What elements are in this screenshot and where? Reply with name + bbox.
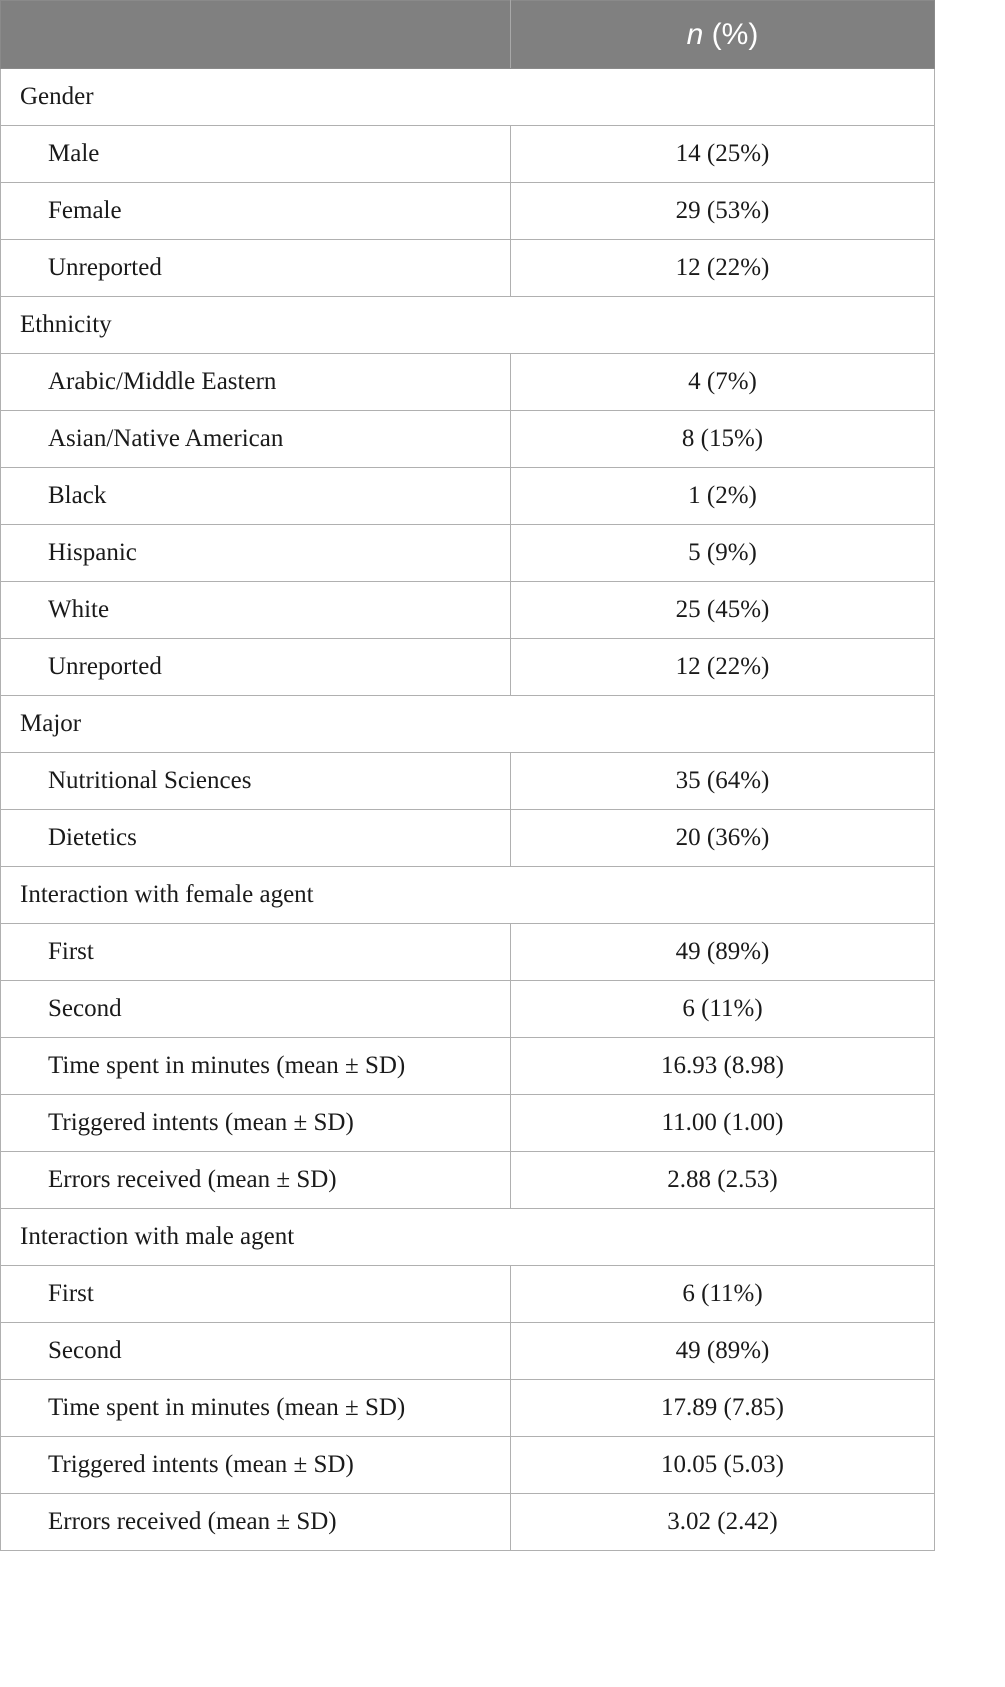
row-value: 6 (11%) [511, 1266, 935, 1323]
table-row [1, 924, 935, 981]
row-label: Female [1, 183, 511, 240]
section-heading: Interaction with male agent [1, 1209, 935, 1266]
row-label: Unreported [1, 240, 511, 297]
row-value: 5 (9%) [511, 525, 935, 582]
table-row [1, 126, 935, 183]
row-label: Male [1, 126, 511, 183]
table-row [1, 240, 935, 297]
table-row [1, 1437, 935, 1494]
row-label: Dietetics [1, 810, 511, 867]
table-row [1, 1038, 935, 1095]
row-value: 35 (64%) [511, 753, 935, 810]
section-row [1, 297, 935, 354]
row-label: Time spent in minutes (mean ± SD) [1, 1380, 511, 1437]
row-label: Hispanic [1, 525, 511, 582]
header-n-symbol: n [686, 17, 704, 51]
header-cell-count [511, 1, 935, 69]
row-label: Unreported [1, 639, 511, 696]
row-value: 11.00 (1.00) [511, 1095, 935, 1152]
row-value: 10.05 (5.03) [511, 1437, 935, 1494]
row-value: 12 (22%) [511, 639, 935, 696]
table-row [1, 981, 935, 1038]
table-row [1, 1323, 935, 1380]
header-row [1, 1, 935, 69]
row-label: Asian/Native American [1, 411, 511, 468]
row-value: 2.88 (2.53) [511, 1152, 935, 1209]
header-percent-label: (%) [703, 17, 759, 51]
row-value: 14 (25%) [511, 126, 935, 183]
row-value: 29 (53%) [511, 183, 935, 240]
table-row [1, 354, 935, 411]
row-value: 8 (15%) [511, 411, 935, 468]
table-row [1, 1380, 935, 1437]
row-label: Second [1, 981, 511, 1038]
row-label: Black [1, 468, 511, 525]
row-label: Errors received (mean ± SD) [1, 1494, 511, 1551]
row-label: Errors received (mean ± SD) [1, 1152, 511, 1209]
row-value: 1 (2%) [511, 468, 935, 525]
section-heading: Gender [1, 69, 935, 126]
row-label: First [1, 1266, 511, 1323]
table-row [1, 639, 935, 696]
row-value: 6 (11%) [511, 981, 935, 1038]
table-header [1, 1, 935, 69]
row-value: 20 (36%) [511, 810, 935, 867]
row-label: Triggered intents (mean ± SD) [1, 1095, 511, 1152]
table-row [1, 183, 935, 240]
section-row [1, 696, 935, 753]
section-heading: Interaction with female agent [1, 867, 935, 924]
section-heading: Ethnicity [1, 297, 935, 354]
row-label: Time spent in minutes (mean ± SD) [1, 1038, 511, 1095]
row-value: 16.93 (8.98) [511, 1038, 935, 1095]
row-label: Nutritional Sciences [1, 753, 511, 810]
table-row [1, 1266, 935, 1323]
table-row [1, 411, 935, 468]
row-value: 17.89 (7.85) [511, 1380, 935, 1437]
row-label: First [1, 924, 511, 981]
table-row [1, 1095, 935, 1152]
header-cell-category [1, 1, 511, 69]
section-row [1, 69, 935, 126]
table-row [1, 1152, 935, 1209]
row-value: 49 (89%) [511, 1323, 935, 1380]
row-label: Arabic/Middle Eastern [1, 354, 511, 411]
row-value: 3.02 (2.42) [511, 1494, 935, 1551]
section-heading: Major [1, 696, 935, 753]
table-row [1, 753, 935, 810]
table-row [1, 810, 935, 867]
section-row [1, 1209, 935, 1266]
row-value: 25 (45%) [511, 582, 935, 639]
table-body [1, 69, 935, 1551]
row-label: Second [1, 1323, 511, 1380]
row-label: Triggered intents (mean ± SD) [1, 1437, 511, 1494]
row-value: 12 (22%) [511, 240, 935, 297]
section-row [1, 867, 935, 924]
table-row [1, 468, 935, 525]
row-label: White [1, 582, 511, 639]
table-row [1, 582, 935, 639]
row-value: 49 (89%) [511, 924, 935, 981]
table-row [1, 525, 935, 582]
row-value: 4 (7%) [511, 354, 935, 411]
table-row [1, 1494, 935, 1551]
